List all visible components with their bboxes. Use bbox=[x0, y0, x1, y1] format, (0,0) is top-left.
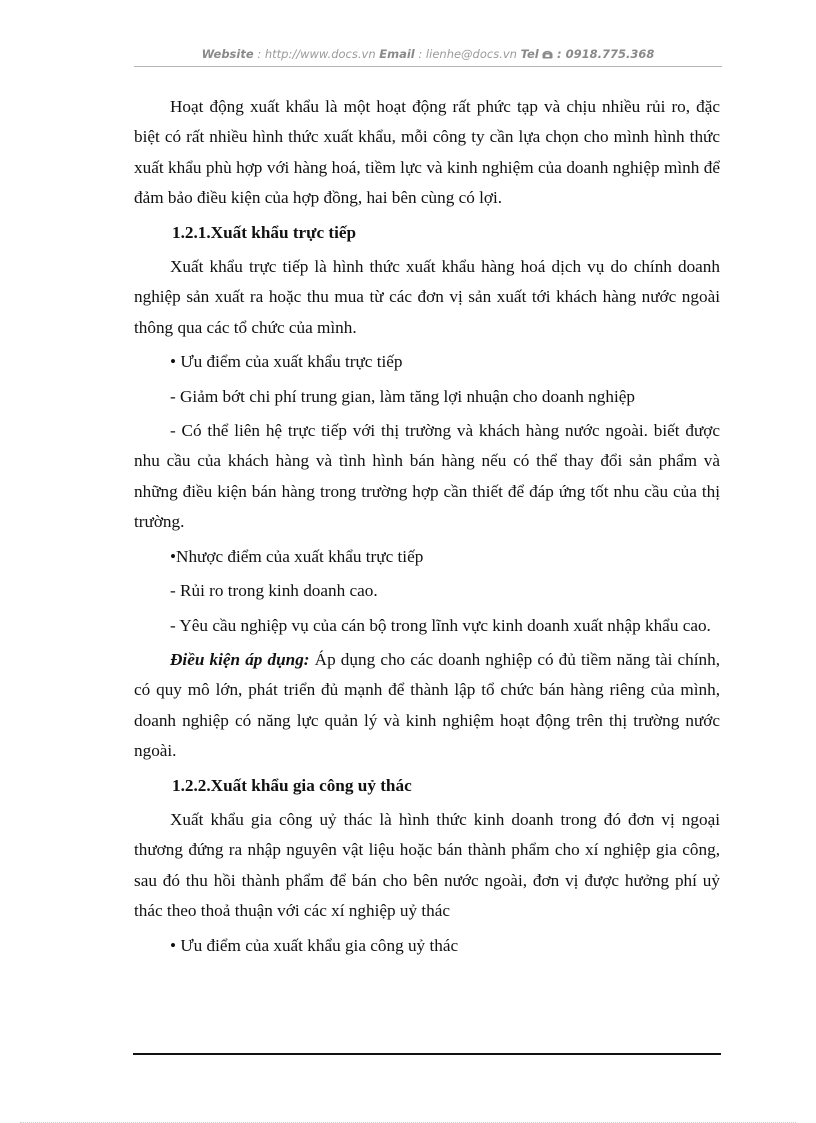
email-address[interactable]: : lienhe@docs.vn bbox=[418, 47, 517, 61]
bullet-icon: • bbox=[170, 352, 177, 372]
dash-item-staff: - Yêu cầu nghiệp vụ của cán bộ trong lĩnh vực kinh doanh xuất nhập khẩu cao. bbox=[170, 615, 711, 635]
bullet-advantages-direct bbox=[134, 347, 720, 377]
dash-item-contact: - Có thể liên hệ trực tiếp với thị trường và khách hàng nước ngoài. biết được nhu cầu của khách hàng và tình hình bán hàng nếu có thể thay đổi sản phẩm và những điều kiện bán hàng trong trường hợp cần thiết để đáp ứng tốt nhu cầu của thị trường. bbox=[134, 421, 720, 532]
website-label: Website bbox=[201, 47, 254, 61]
tel-label: Tel bbox=[520, 47, 539, 61]
bullet-icon: • bbox=[170, 546, 177, 566]
phone-icon bbox=[542, 49, 553, 59]
header-divider bbox=[134, 66, 722, 67]
heading-direct-export: 1.2.1.Xuất khẩu trực tiếp bbox=[172, 222, 357, 242]
bullet-disadvantages-direct bbox=[134, 542, 720, 572]
bullet-advantages-outsourcing bbox=[134, 931, 720, 961]
conditions-text: Áp dụng cho các doanh nghiệp có đủ tiềm năng tài chính, có quy mô lớn, phát triển đủ mạnh để thành lập tổ chức bán hàng riêng của mình, doanh nghiệp có năng lực quản lý và kinh nghiệm hoạt động trên thị trường nước ngoài. bbox=[134, 649, 720, 761]
page-header bbox=[134, 47, 722, 61]
paragraph-direct-export: Xuất khẩu trực tiếp là hình thức xuất khẩu hàng hoá dịch vụ do chính doanh nghiệp sản xuất ra hoặc thu mua từ các đơn vị sản xuất tới khách hàng nước ngoài thông qua các tổ chức của mình. bbox=[134, 257, 720, 337]
paragraph-intro: Hoạt động xuất khẩu là một hoạt động rất phức tạp và chịu nhiều rủi ro, đặc biệt có rất nhiều hình thức xuất khẩu, mỗi công ty cần lựa chọn cho mình hình thức xuất khẩu phù hợp với hàng hoá, tiềm lực và kinh nghiệm của doanh nghiệp mình để đảm bảo điều kiện của hợp đồng, hai bên cùng có lợi. bbox=[134, 97, 720, 208]
tel-number: : 0918.775.368 bbox=[557, 47, 655, 61]
dash-item-risk: - Rủi ro trong kinh doanh cao. bbox=[170, 581, 378, 601]
paragraph-outsourcing-export: Xuất khẩu gia công uỷ thác là hình thức kinh doanh trong đó đơn vị ngoại thương đứng ra nhập nguyên vật liệu hoặc bán thành phẩm cho xí nghiệp gia công, sau đó thu hồi thành phẩm để bán cho bên nước ngoài, đơn vị được hưởng phí uỷ thác theo thoả thuận với các xí nghiệp uỷ thác bbox=[134, 809, 720, 921]
bullet-text: Ưu điểm của xuất khẩu trực tiếp bbox=[180, 352, 403, 372]
dash-item-cost: - Giảm bớt chi phí trung gian, làm tăng lợi nhuận cho doanh nghiệp bbox=[170, 386, 635, 406]
footer-divider bbox=[133, 1053, 721, 1055]
heading-outsourcing-export: 1.2.2.Xuất khẩu gia công uỷ thác bbox=[172, 775, 412, 795]
conditions-label: Điều kiện áp dụng: bbox=[170, 649, 310, 669]
document-body bbox=[134, 92, 720, 965]
email-label: Email bbox=[379, 47, 415, 61]
bullet-icon: • bbox=[170, 935, 177, 955]
bullet-text: Nhược điểm của xuất khẩu trực tiếp bbox=[176, 546, 424, 566]
bullet-text: Ưu điểm của xuất khẩu gia công uỷ thác bbox=[180, 935, 459, 955]
paragraph-conditions bbox=[134, 645, 720, 767]
website-url[interactable]: : http://www.docs.vn bbox=[257, 47, 376, 61]
